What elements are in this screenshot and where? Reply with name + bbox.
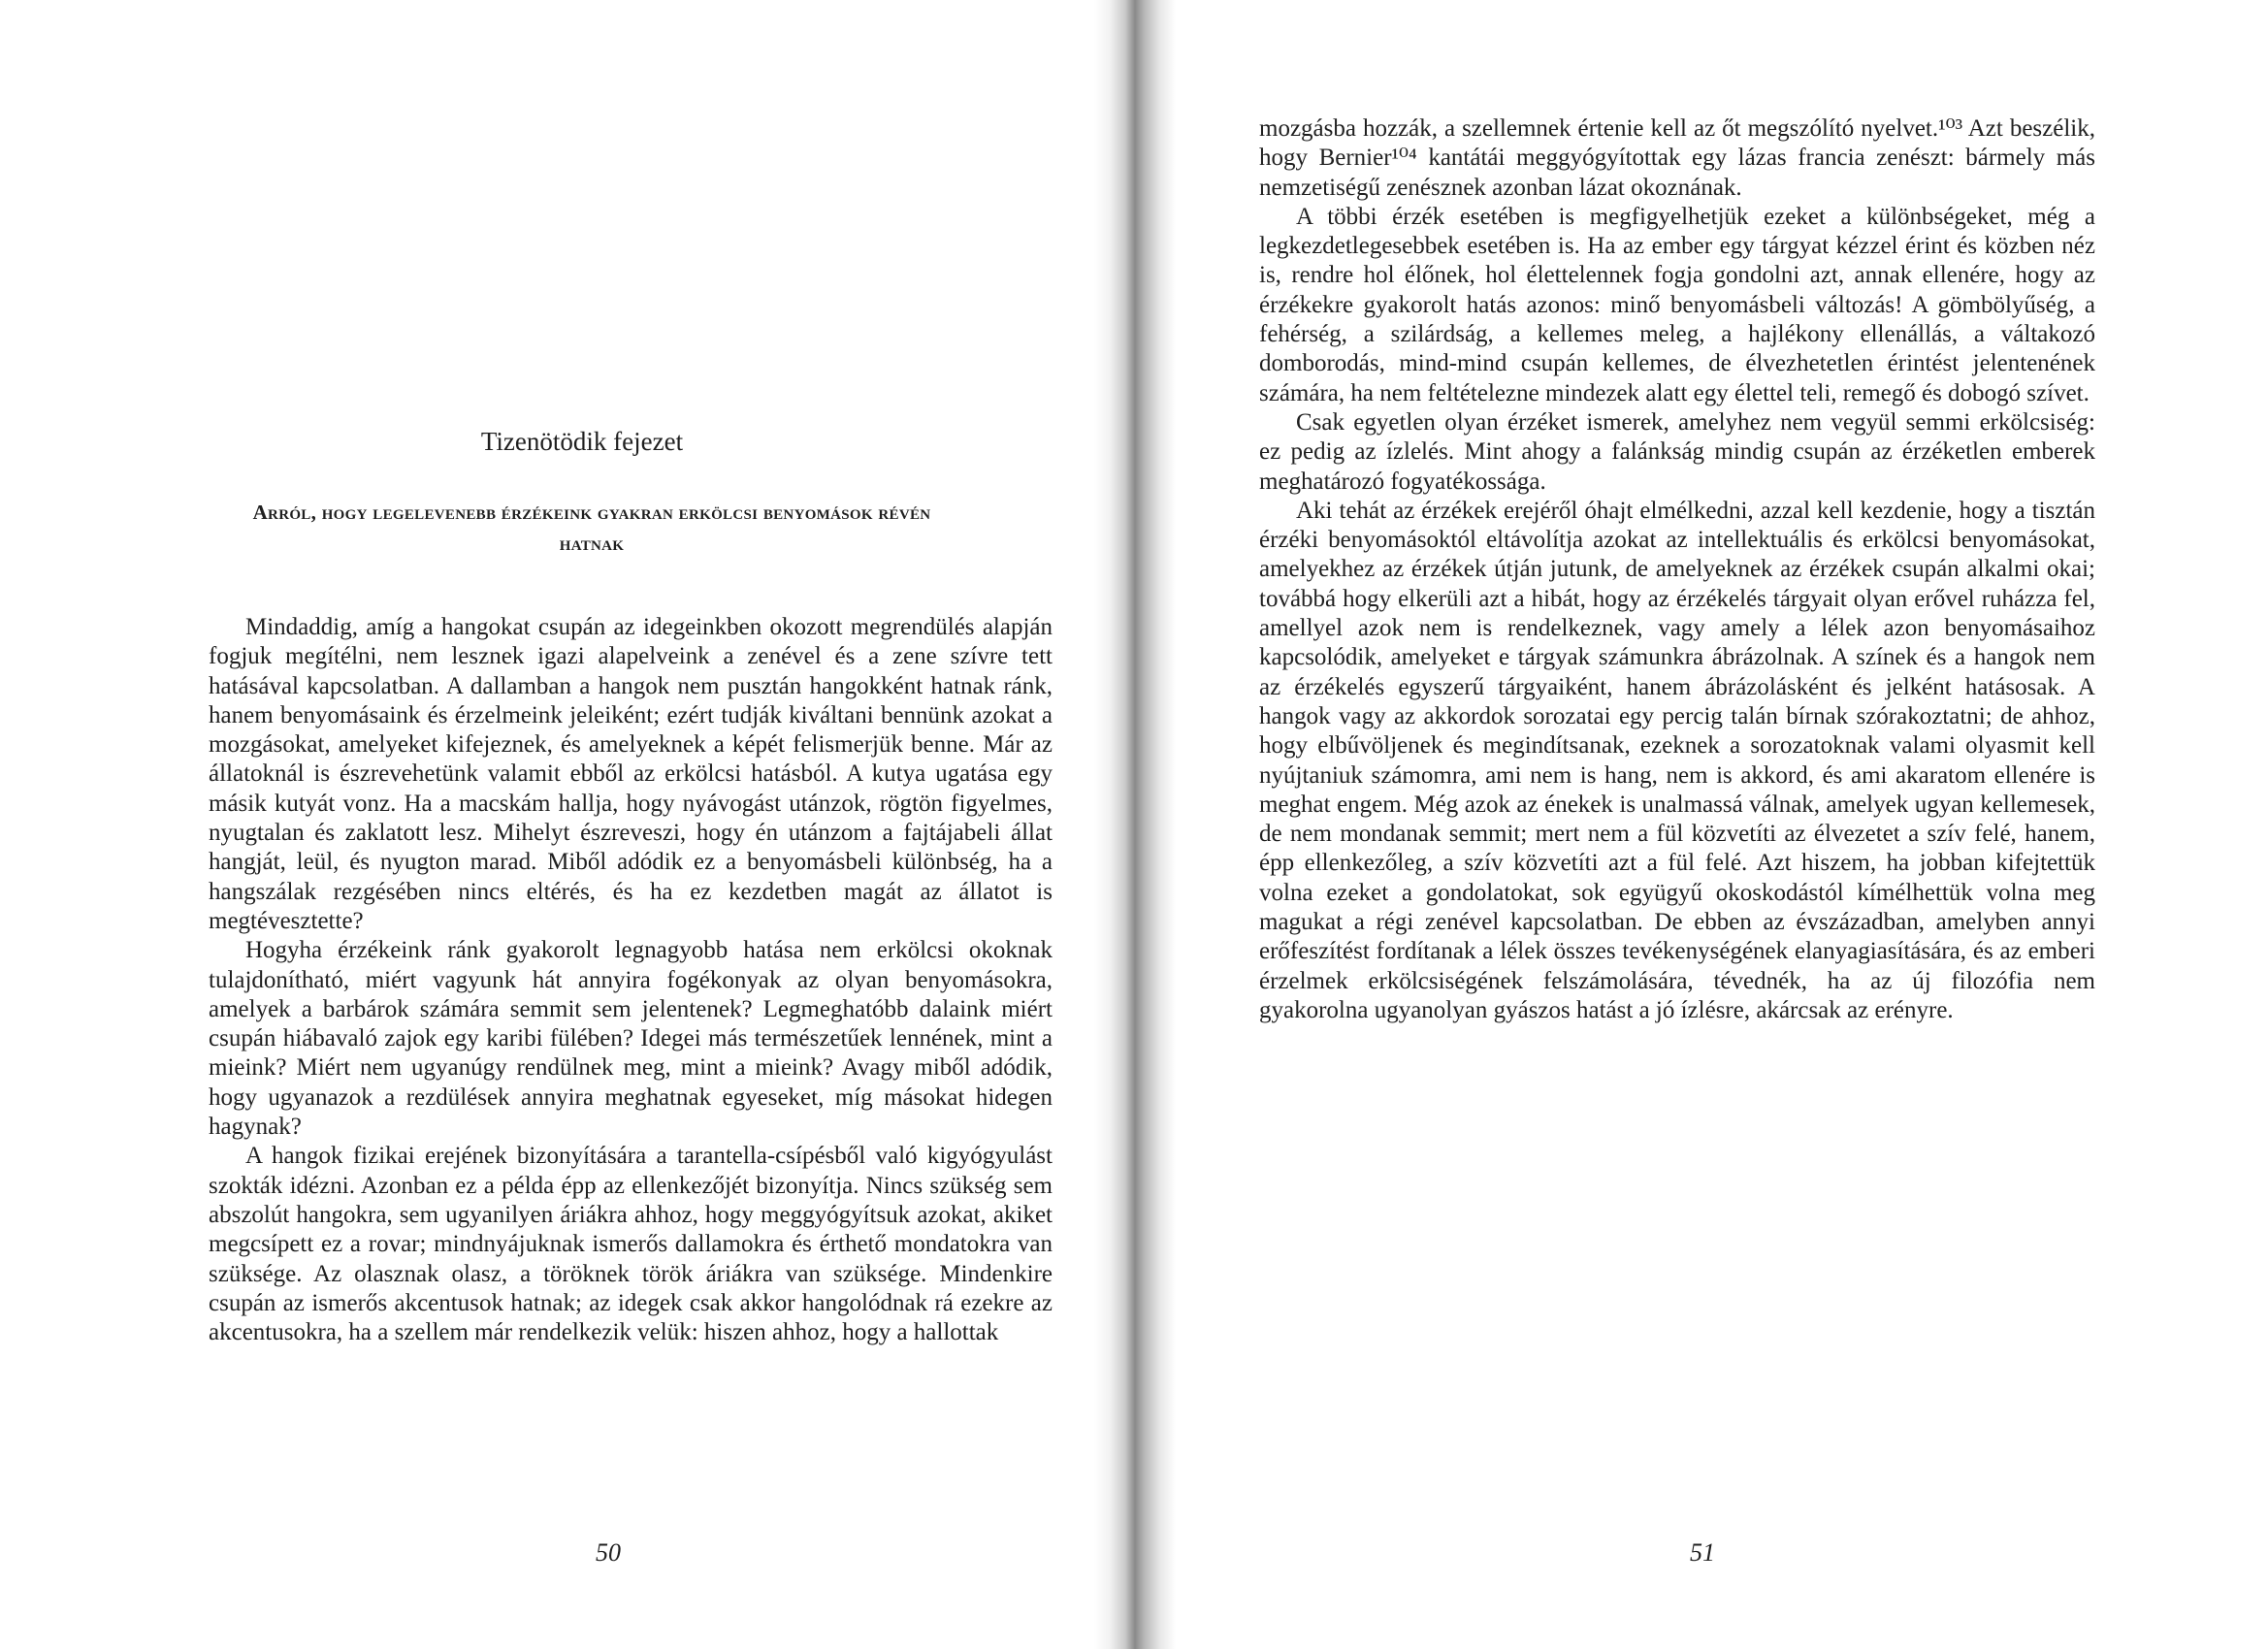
chapter-number: Tizenötödik fejezet <box>480 427 684 456</box>
paragraph-continuation: mozgásba hozzák, a szellemnek értenie kell az őt megszólító nyelvet.¹⁰³ Azt beszélik, hogy Bernier¹⁰⁴ kantátái meggyógyítottak egy lázas francia zenészt: bármely más nemzetiségű zenésznek azonban lázat okoznának. <box>1259 115 2095 201</box>
paragraph: Hogyha érzékeink ránk gyakorolt legnagyobb hatása nem erkölcsi okoknak tulajdonítható, miért vagyunk hát annyira fogékonyak az olyan benyomásokra, amelyek a barbárok számára semmit sem jelentenek? Legmeghatóbb dalaink miért csupán hiábavaló zajok egy karibi fülében? Idegei más természetűek lennének, mint a mieink? Miért nem ugyanúgy rendülnek meg, mint a mieink? Avagy miből adódik, hogy ugyanazok a rezdülések annyira meghatnak egyeseket, míg másokat hidegen hagynak? <box>209 937 1053 1141</box>
chapter-title: Arról, hogy legelevenebb érzékeink gyakran erkölcsi benyomások révén hatnak <box>252 501 931 555</box>
paragraph: A többi érzék esetében is megfigyelhetjük ezeket a különbségeket, még a legkezdetlegesebbek esetében is. Ha az ember egy tárgyat kézzel érint és közben néz is, rendre hol élőnek, hol élettelennek fogja gondolni azt, annak ellenére, hogy az érzékekre gyakorolt hatás azonos: minő benyomásbeli változás! A gömbölyűség, a fehérség, a szilárdság, a kellemes meleg, a hajlékony ellenállás, a váltakozó domborodás, mind-mind csupán kellemes, de élvezhetetlen érintést jelentenének számára, ha nem feltételezne mindezek alatt egy élettel teli, remegő és dobogó szívet. <box>1259 203 2095 406</box>
paragraph: Mindaddig, amíg a hangokat csupán az idegeinkben okozott megrendülés alapján fogjuk megítélni, nem lesznek igazi alapelveink a zenével és a zene szívre tett hatásával kapcsolatban. A dallamban a hangok nem pusztán hangokként hatnak ránk, hanem benyomásaink és érzelmeink jeleiként; ezért tudják kiváltani bennünk azokat a mozgásokat, amelyeket kifejeznek, és amelyeknek a képét felismerjük benne. Már az állatoknál is észrevehetünk valamit ebből az erkölcsi hatásból. A kutya ugatása egy másik kutyát vonz. Ha a macskám hallja, hogy nyávogást utánzok, rögtön figyelmes, nyugtalan és zaklatott lesz. Mihelyt észreveszi, hogy én utánzom a fajtájabeli állat hangját, leül, és nyugton marad. Miből adódik ez a benyomásbeli különbség, ha a hangszálak rezgésében nincs eltérés, és ha ez kezdetben magát az állatot is megtévesztette? <box>209 614 1053 934</box>
page-number-left: 50 <box>596 1538 621 1567</box>
right-body-text <box>1259 114 2095 1025</box>
paragraph: Csak egyetlen olyan érzéket ismerek, amelyhez nem vegyül semmi erkölcsiség: ez pedig az ízlelés. Mint ahogy a falánkság mindig csupán az érzéketlen emberek meghatározó fogyatékossága. <box>1259 408 2095 495</box>
book-gutter <box>1094 0 1176 1649</box>
page-number-right: 51 <box>1690 1538 1715 1567</box>
left-body-text <box>209 613 1053 1347</box>
paragraph: Aki tehát az érzékek erejéről óhajt elmélkedni, azzal kell kezdenie, hogy a tisztán érzéki benyomásoktól eltávolítja azokat az intellektuális és erkölcsi benyomásokat, amelyekhez az érzékek útján jutunk, de amelyeknek az érzékek csupán alkalmi okai; továbbá hogy elkerüli azt a hibát, hogy az érzékelés tárgyait olyan erővel ruházza fel, amellyel azok nem is rendelkeznek, vagy amely a lélek azon benyomásaihoz kapcsolódik, amelyeket e tárgyak számunkra ábrázolnak. A színek és a hangok nem az érzékelés egyszerű tárgyaiként, hanem ábrázolásként és jelként hatásosak. A hangok vagy az akkordok sorozatai egy percig talán bírnak szórakoztatni; de ahhoz, hogy elbűvöljenek és megindítsanak, ezeknek a sorozatoknak valami olyasmit kell nyújtaniuk számomra, ami nem is hang, nem is akkord, és ami akaratom ellenére is meghat engem. Még azok az énekek is unalmassá válnak, amelyek ugyan kellemesek, de nem mondanak semmit; mert nem a fül közvetíti az élvezetet a szív felé, hanem, épp ellenkezőleg, a szív közvetíti azt a fül felé. Azt hiszem, ha jobban kifejtettük volna ezeket a gondolatokat, sok együgyű okoskodástól kímélhettük volna meg magukat a régi zenével kapcsolatban. De ebben az évszázadban, amelyben annyi erőfeszítést fordítanak a lélek összes tevékenységének elanyagiasítására, és az emberi érzelmek erkölcsiségének felszámolására, tévednék, ha az új filozófia nem gyakorolna ugyanolyan gyászos hatást a jó ízlésre, akárcsak az erényre. <box>1259 497 2095 1023</box>
paragraph: A hangok fizikai erejének bizonyítására a tarantella-csípésből való kigyógyulást szokták idézni. Azonban ez a példa épp az ellenkezőjét bizonyítja. Nincs szükség sem abszolút hangokra, sem ugyanilyen áriákra ahhoz, hogy meggyógyítsuk azokat, akiket megcsípett ez a rovar; mindnyájuknak ismerős dallamokra és érthető mondatokra van szüksége. Az olasznak olasz, a töröknek török áriákra van szüksége. Mindenkire csupán az ismerős akcentusok hatnak; az idegek csak akkor hangolódnak rá ezekre az akcentusokra, ha a szellem már rendelkezik velük: hiszen ahhoz, hogy a hallottak <box>209 1143 1053 1346</box>
